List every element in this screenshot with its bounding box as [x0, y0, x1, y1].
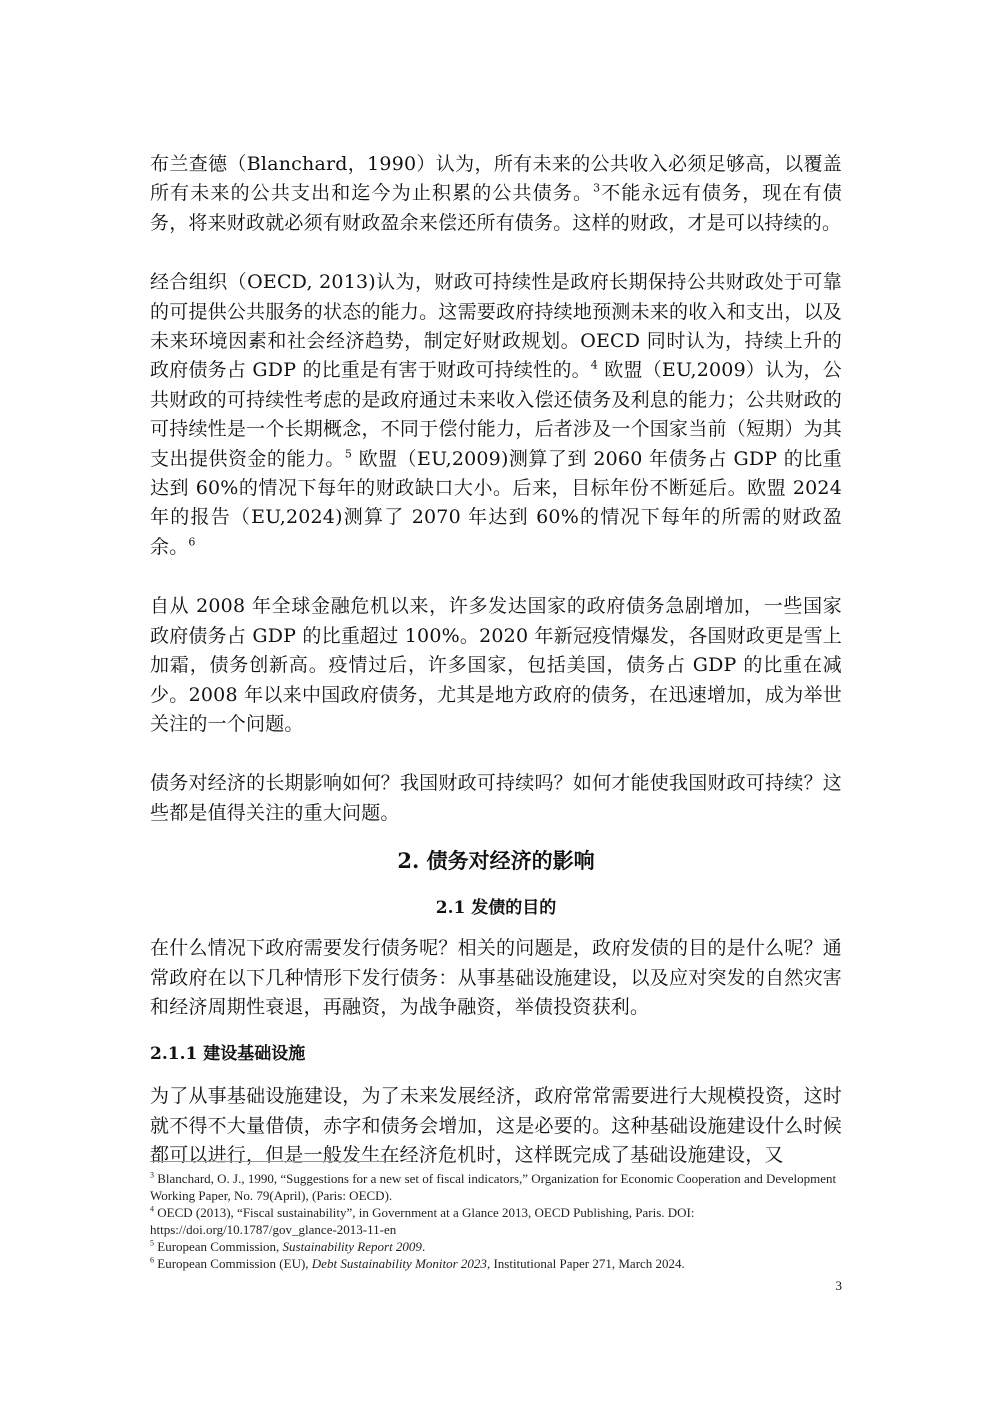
footnote-ref-4[interactable]: 4: [590, 359, 598, 373]
main-text: [150, 150, 842, 1171]
paragraph-purpose: 在什么情况下政府需要发行债务呢？相关的问题是，政府发债的目的是什么呢？通常政府在以下几种情形下发行债务：从事基础设施建设，以及应对突发的自然灾害和经济周期性衰退，再融资，为战争融资，举债投资获利。: [150, 937, 842, 1018]
footnote-divider: [150, 1161, 388, 1162]
paragraph-questions: 债务对经济的长期影响如何？我国财政可持续吗？如何才能使我国财政可持续？这些都是值得关注的重大问题。: [150, 772, 842, 824]
paragraph-infrastructure: 为了从事基础设施建设，为了未来发展经济，政府常常需要进行大规模投资，这时就不得不大量借债，赤字和债务会增加，这是必要的。这种基础设施建设什么时候都可以进行，但是一般发生在经济危机时，这样既完成了基础设施建设，又: [150, 1085, 842, 1167]
footnote-5: $^5$ European Commission, Sustainability Report 2009.: [150, 1238, 426, 1254]
page-number: 3: [835, 1278, 842, 1293]
footnote-6: $^6$ European Commission (EU), Debt Sustainability Monitor 2023, Institutional Paper 271, March 2024.: [150, 1255, 685, 1271]
footnotes: [150, 1170, 842, 1272]
subsection-heading: 2.1 发债的目的: [435, 898, 557, 919]
footnote-3: $^3$ Blanchard, O. J., 1990, “Suggestions for a new set of fiscal indicators,” Organization for Economic Cooperation and Development Working Paper, No. 79(April), (Paris: OECD).: [150, 1170, 837, 1203]
paragraph-blanchard: 布兰查德（Blanchard，1990）认为，所有未来的公共收入必须足够高，以覆盖所有未来的公共支出和迄今为止积累的公共债务。$^3$不能永远有债务，现在有债务，将来财政就必须有财政盈余来偿还所有债务。这样的财政，才是可以持续的。: [150, 153, 843, 234]
paragraph-oecd-eu: 经合组织（OECD, 2013)认为，财政可持续性是政府长期保持公共财政处于可靠的可提供公共服务的状态的能力。这需要政府持续地预测未来的收入和支出，以及未来环境因素和社会经济趋势，制定好财政规划。OECD 同时认为，持续上升的政府债务占 GDP 的比重是有害于财政可持续性的。$^4$ 欧盟（EU,2009）认为，公共财政的可持续性考虑的是政府通过未来收入偿还债务及利息的能力；公共财政的可持续性是一个长期概念，不同于偿付能力，后者涉及一个国家当前（短期）为其支出提供资金的能力。$^5$ 欧盟（EU,2009)测算了到 2060 年债务占 GDP 的比重达到 60%的情况下每年的财政缺口大小。后来，目标年份不断延后。欧盟 2024 年的报告（EU,2024)测算了 2070 年达到 60%的情况下每年的所需的财政盈余。$^6$: [150, 271, 842, 558]
subsubsection-heading: 2.1.1 建设基础设施: [150, 1044, 306, 1065]
footnote-4: $^4$ OECD (2013), “Fiscal sustainability”, in Government at a Glance 2013, OECD Publishing, Paris. DOI: https://doi.org/10.1787/gov_glance-2013-11-en: [150, 1204, 695, 1237]
footnote-ref-5[interactable]: 5: [344, 447, 353, 461]
section-heading: 2. 债务对经济的影响: [397, 848, 595, 874]
footnote-ref-3[interactable]: 3: [593, 182, 601, 196]
paragraph-financial-crisis: 自从 2008 年全球金融危机以来，许多发达国家的政府债务急剧增加，一些国家政府债务占 GDP 的比重超过 100%。2020 年新冠疫情爆发，各国财政更是雪上加霜，债务创新高。疫情过后，许多国家，包括美国，债务占 GDP 的比重在减少。2008 年以来中国政府债务，尤其是地方政府的债务，在迅速增加，成为举世关注的一个问题。: [150, 595, 842, 735]
footnote-ref-6[interactable]: 6: [188, 535, 196, 549]
